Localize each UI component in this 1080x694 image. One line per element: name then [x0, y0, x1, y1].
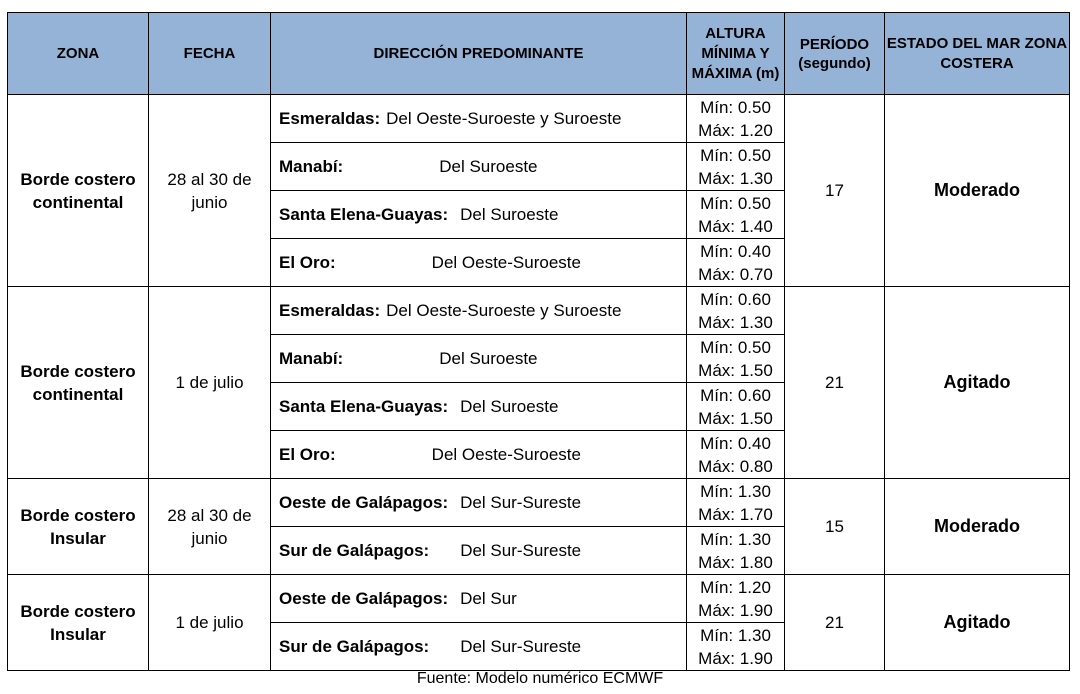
period-cell: 15	[785, 479, 885, 575]
direction-value: Del Suroeste	[460, 205, 559, 224]
height-min: Mín: 0.50	[700, 193, 771, 213]
height-max: Máx: 1.90	[698, 648, 773, 668]
table-body	[8, 95, 1070, 671]
height-min: Mín: 0.50	[700, 145, 771, 165]
place-label: Santa Elena-Guayas:	[279, 205, 449, 224]
direction-cell	[271, 431, 687, 479]
direction-value: Del Sur-Sureste	[460, 637, 582, 656]
period-cell: 21	[785, 287, 885, 479]
height-cell	[687, 527, 785, 575]
sea-state-cell: Moderado	[885, 479, 1070, 575]
direction-value: Del Sur-Sureste	[460, 541, 582, 560]
height-max: Máx: 1.80	[698, 552, 773, 572]
header-periodo: PERÍODO (segundo)	[785, 13, 885, 95]
direction-value: Del Oeste-Suroeste	[431, 445, 581, 464]
sea-state-cell: Moderado	[885, 95, 1070, 287]
height-max: Máx: 1.40	[698, 216, 773, 236]
place-label: El Oro:	[279, 253, 336, 272]
direction-value: Del Suroeste	[439, 349, 538, 368]
source-note: Fuente: Modelo numérico ECMWF	[416, 670, 664, 687]
direction-cell	[271, 623, 687, 671]
place-label: El Oro:	[279, 445, 336, 464]
period-cell: 17	[785, 95, 885, 287]
height-min: Mín: 0.60	[700, 289, 771, 309]
zone-cell: Borde costero continental	[8, 95, 149, 287]
header-fecha: FECHA	[149, 13, 271, 95]
direction-value: Del Oeste-Suroeste y Suroeste	[386, 301, 622, 320]
direction-cell	[271, 287, 687, 335]
height-cell	[687, 143, 785, 191]
place-label: Oeste de Galápagos:	[279, 493, 449, 512]
place-label: Manabí:	[279, 349, 344, 368]
height-max: Máx: 1.20	[698, 120, 773, 140]
height-min: Mín: 0.40	[700, 433, 771, 453]
height-cell	[687, 335, 785, 383]
direction-value: Del Sur-Sureste	[460, 493, 582, 512]
direction-cell	[271, 527, 687, 575]
height-max: Máx: 1.50	[698, 408, 773, 428]
header-estado: ESTADO DEL MAR ZONA COSTERA	[885, 13, 1070, 95]
date-cell: 1 de julio	[149, 575, 271, 671]
height-max: Máx: 1.50	[698, 360, 773, 380]
direction-cell	[271, 239, 687, 287]
height-min: Mín: 0.40	[700, 241, 771, 261]
header-row	[8, 13, 1070, 95]
date-cell: 28 al 30 de junio	[149, 479, 271, 575]
height-cell	[687, 431, 785, 479]
table-row	[8, 287, 1070, 335]
direction-cell	[271, 95, 687, 143]
direction-value: Del Oeste-Suroeste y Suroeste	[386, 109, 622, 128]
height-min: Mín: 0.50	[700, 337, 771, 357]
height-max: Máx: 0.80	[698, 456, 773, 476]
table-row	[8, 95, 1070, 143]
height-min: Mín: 0.60	[700, 385, 771, 405]
header-zona: ZONA	[8, 13, 149, 95]
date-cell: 28 al 30 de junio	[149, 95, 271, 287]
direction-cell	[271, 143, 687, 191]
direction-cell	[271, 383, 687, 431]
date-cell: 1 de julio	[149, 287, 271, 479]
direction-value: Del Sur	[460, 589, 517, 608]
place-label: Manabí:	[279, 157, 344, 176]
table-row	[8, 575, 1070, 623]
direction-cell	[271, 575, 687, 623]
height-min: Mín: 1.30	[700, 529, 771, 549]
direction-value: Del Suroeste	[439, 157, 538, 176]
height-cell	[687, 623, 785, 671]
sea-state-cell: Agitado	[885, 287, 1070, 479]
height-cell	[687, 383, 785, 431]
table-row	[8, 479, 1070, 527]
height-min: Mín: 1.20	[700, 577, 771, 597]
height-max: Máx: 0.70	[698, 264, 773, 284]
zone-cell: Borde costero Insular	[8, 479, 149, 575]
place-label: Oeste de Galápagos:	[279, 589, 449, 608]
header-altura: ALTURA MÍNIMA Y MÁXIMA (m)	[687, 13, 785, 95]
height-min: Mín: 1.30	[700, 625, 771, 645]
height-max: Máx: 1.30	[698, 312, 773, 332]
direction-value: Del Oeste-Suroeste	[431, 253, 581, 272]
height-cell	[687, 95, 785, 143]
height-cell	[687, 287, 785, 335]
height-min: Mín: 0.50	[700, 97, 771, 117]
height-cell	[687, 479, 785, 527]
place-label: Santa Elena-Guayas:	[279, 397, 449, 416]
place-label: Sur de Galápagos:	[279, 541, 430, 560]
direction-cell	[271, 479, 687, 527]
table-header	[8, 13, 1070, 95]
place-label: Esmeraldas:	[279, 301, 381, 320]
zone-cell: Borde costero continental	[8, 287, 149, 479]
height-max: Máx: 1.70	[698, 504, 773, 524]
direction-cell	[271, 191, 687, 239]
zone-cell: Borde costero Insular	[8, 575, 149, 671]
place-label: Esmeraldas:	[279, 109, 381, 128]
header-direccion: DIRECCIÓN PREDOMINANTE	[271, 13, 687, 95]
place-label: Sur de Galápagos:	[279, 637, 430, 656]
height-cell	[687, 575, 785, 623]
height-max: Máx: 1.90	[698, 600, 773, 620]
swell-forecast-table	[7, 12, 1070, 671]
height-cell	[687, 191, 785, 239]
height-cell	[687, 239, 785, 287]
height-max: Máx: 1.30	[698, 168, 773, 188]
direction-value: Del Suroeste	[460, 397, 559, 416]
height-min: Mín: 1.30	[700, 481, 771, 501]
period-cell: 21	[785, 575, 885, 671]
direction-cell	[271, 335, 687, 383]
sea-state-cell: Agitado	[885, 575, 1070, 671]
